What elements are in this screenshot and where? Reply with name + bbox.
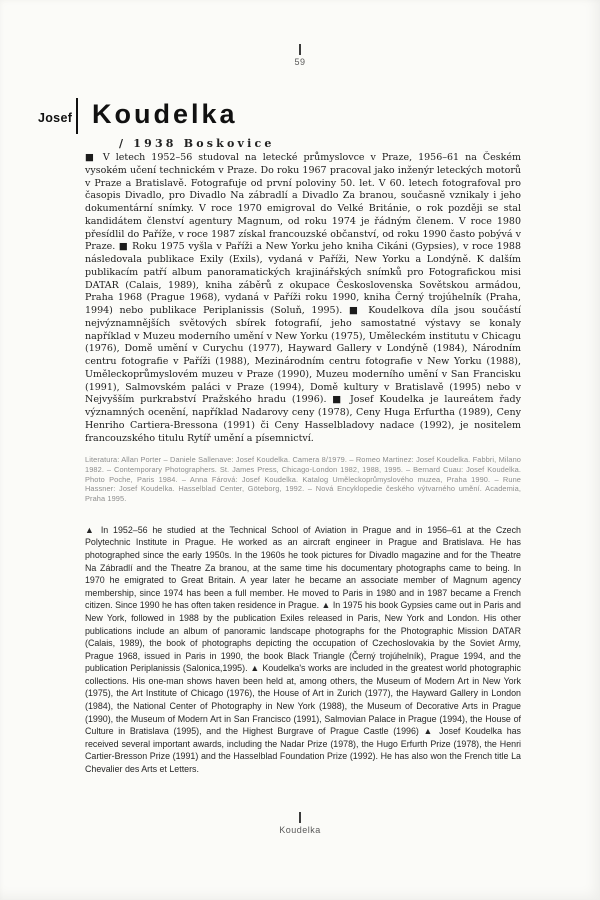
birth-year-place: / 1938 Boskovice <box>119 137 275 150</box>
tick-mark-icon <box>299 812 301 823</box>
entry-first-name: Josef <box>38 111 73 125</box>
name-divider-bar <box>76 98 78 134</box>
literature-references-paragraph: Literatura: Allan Porter – Daniele Sallenave: Josef Koudelka. Camera 8/1979. – Romeo Martinez: Josef Koudelka. Fabbri, Milano 1982. – Contemporary Photographers. St. James Press, Chicago-London 1982, 1988, 1995. – Bernard Cuau: Josef Koudelka. Photo Poche, Paris 1984. – Anna Fárová: Josef Koudelka. Katalog Uměleckoprůmyslového muzea, Praha 1990. – Rune Hassner: Josef Koudelka. Hasselblad Center, Göteborg, 1992. – Nová Encyklopedie českého výtvarného umění. Academia, Praha 1995. <box>85 455 521 504</box>
entry-last-name: Koudelka <box>92 99 238 129</box>
running-title: Koudelka <box>279 825 321 835</box>
english-biography-paragraph: ▲ In 1952–56 he studied at the Technical School of Aviation in Prague and in 1956–61 at the Czech Polytechnic Institute in Prague. He worked as an aircraft engineer in Prague and Bratislava. He has photographed since the early 1950s. In the 1960s he took pictures for Divadlo magazine and for the Theatre Na Zábradlí and the Theatre Za branou, at the same time his documentary photographs came to being. In 1970 he emigrated to Great Britain. A year later he became an associate member of Magnum agency membership, since 1974 has been a full member. He moved to Paris in 1980 and in 1987 became a French citizen. Since 1990 he has often taken residence in Prague. ▲ In 1975 his book Gypsies came out in Paris and New York, followed in 1988 by the publication Exiles released in Paris, New York and London. His other publications include an album of panoramic landscape photographs for the Photographic Mission DATAR (Calais, 1989), the book of photographs depicting the occupation of Czechoslovakia by the Soviet Army, Prague 1968, issued in Paris in 1990, the book Black Triangle (Černý trojúhelník), Prague 1994, and the publication Periplanissis (Salonica,1995). ▲ Koudelka's works are included in the greatest world photographic collections. His one-man shows haven been held at, among others, the Museum of Modern Art in New York (1975), the Art Institute of Chicago (1976), the House of Art in Zurich (1977), the Hayward Gallery in London (1984), the National Center of Photography in New York (1988), the Museum of Decorative Arts in Prague (1990), the Museum of Modern Art in San Francisco (1991), Salmovian Palace in Prague (1994), the House of Culture in Bratislava (1995), and the Highest Burgrave of Prague Castle (1996) ▲ Josef Koudelka has received several important awards, including the Nadar Prize (1978), the Hugo Erfurth Prize (1978), the Henri Cartier-Bresson Prize (1991) and the Hasselblad Foundation Prize (1992). He has also won the French title La Chevalier des Arts et Letters. <box>85 524 521 775</box>
page-number: 59 <box>294 57 306 67</box>
tick-mark-icon <box>299 44 301 55</box>
czech-biography-paragraph: ■ V letech 1952–56 studoval na letecké průmyslovce v Praze, 1956–61 na Českém vysokém učení technickém v Praze. Do roku 1967 pracoval jako inženýr leteckých motorů v Praze a Bratislavě. Fotografuje od první poloviny 50. let. V 60. letech fotografoval pro časopis Divadlo, pro Divadlo Na zábradlí a Divadlo Za branou, současně vznikaly i jeho dokumentární snímky. V roce 1970 emigroval do Velké Británie, o rok později se stal kandidátem členství agentury Magnum, od roku 1974 je řádným členem. V roce 1980 přesídlil do Paříže, v roce 1987 získal francouzské občanství, od roku 1990 často pobývá v Praze. ■ Roku 1975 vyšla v Paříži a New Yorku jeho kniha Cikáni (Gypsies), v roce 1988 následovala publikace Exily (Exils), vydaná v Paříži, New Yorku a Londýně. K dalším publikacím patří album panoramatických krajinářských snímků pro Fotografickou misi DATAR (Calais, 1989), kniha záběrů z okupace Československa Sovětskou armádou, Praha 1968 (Prague 1968), vydaná v Paříži roku 1990, kniha Černý trojúhelník (Praha, 1994) nebo publikace Periplanissis (Soluň, 1995). ■ Koudelkova díla jsou součástí nejvýznamnějších světových sbírek fotografií, jeho samostatné výstavy se konaly například v Muzeu moderního umění v New Yorku (1975), Uměleckém institutu v Chicagu (1976), Domě umění v Curychu (1977), Hayward Gallery v Londýně (1984), Národním centru fotografie v Paříži (1988), Mezinárodním centru fotografie v New Yorku (1988), Uměleckoprůmyslovém muzeu v Praze (1990), Muzeu moderního umění v San Francisku (1991), Salmovském paláci v Praze (1994), Domě kultury v Bratislavě (1995) nebo v Nejvyšším purkrabství Pražského hradu (1996). ■ Josef Koudelka je laureátem řady významných ocenění, například Nadarovy ceny (1978), Ceny Huga Erfurtha (1989), Ceny Henriho Cartiera-Bressona (1991) či Ceny Hasselbladovy nadace (1992), je nositelem francouzského titulu Rytíř umění a písemnictví. <box>85 152 521 444</box>
running-title-marker <box>0 812 600 835</box>
page-number-marker <box>0 44 600 67</box>
entry-body <box>85 152 521 776</box>
